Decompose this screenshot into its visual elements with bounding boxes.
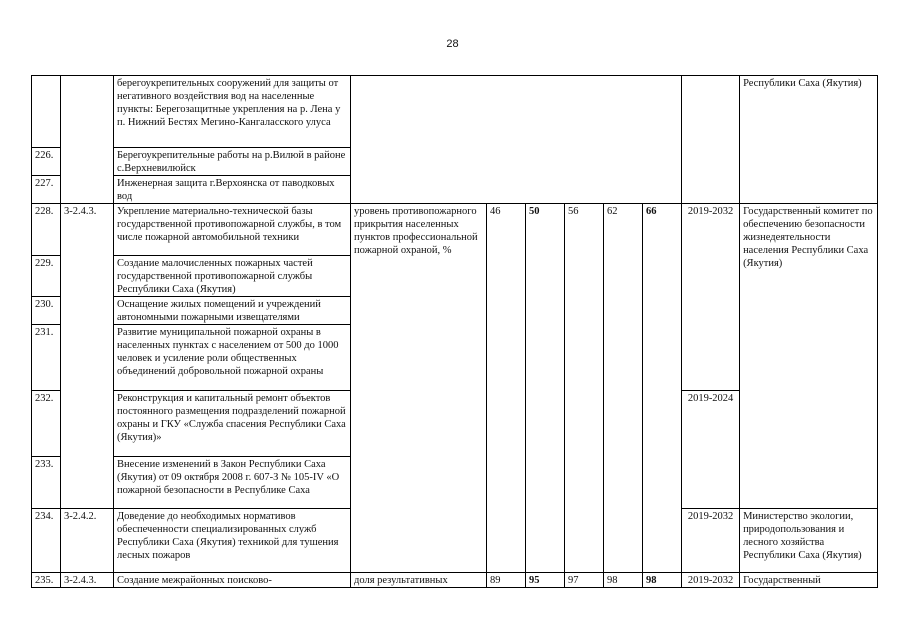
measure-description: Берегоукрепительные работы на р.Вилюй в районе с.Верхневилюйск [114, 148, 351, 176]
indicator-name: уровень противопожарного прикрытия населенных пунктов профессиональной пожарной охраной, % [351, 204, 487, 573]
indicator-value: 66 [643, 204, 682, 573]
measure-code: 3-2.4.2. [61, 509, 114, 573]
responsible-agency: Министерство экологии, природопользования и лесного хозяйства Республики Саха (Якутия) [740, 509, 878, 573]
measure-code [61, 76, 114, 204]
period: 2019-2032 [682, 204, 740, 391]
indicator-name: доля результативных [351, 573, 487, 588]
measure-code: 3-2.4.3. [61, 573, 114, 588]
measure-description: берегоукрепительных сооружений для защиты от негативного воздействия вод на населенные пункты: Берегозащитные укрепления на р. Лена у п. Нижний Бестях Мегино-Кангаласского улуса [114, 76, 351, 148]
responsible-agency: Государственный комитет по обеспечению безопасности жизнедеятельности населения Республики Саха (Якутия) [740, 204, 878, 509]
row-number: 228. [32, 204, 61, 256]
row-number: 227. [32, 176, 61, 204]
indicator-value: 98 [604, 573, 643, 588]
row-number: 229. [32, 256, 61, 297]
measure-description: Доведение до необходимых нормативов обеспеченности специализированных служб Республики Саха (Якутия) техникой для тушения лесных пожаров [114, 509, 351, 573]
period-cell [682, 76, 740, 204]
indicator-value: 62 [604, 204, 643, 573]
row-number: 230. [32, 297, 61, 325]
measure-description: Укрепление материально-технической базы государственной противопожарной службы, в том числе пожарной автомобильной техники [114, 204, 351, 256]
row-number [32, 76, 61, 148]
measure-description: Создание малочисленных пожарных частей государственной противопожарной службы Республики Саха (Якутия) [114, 256, 351, 297]
row-number: 234. [32, 509, 61, 573]
row-number: 231. [32, 325, 61, 391]
row-number: 235. [32, 573, 61, 588]
indicator-value: 95 [526, 573, 565, 588]
responsible-agency: Государственный [740, 573, 878, 588]
table-row [32, 204, 878, 256]
measure-description: Оснащение жилых помещений и учреждений автономными пожарными извещателями [114, 297, 351, 325]
indicator-value: 98 [643, 573, 682, 588]
page-number: 28 [446, 38, 459, 50]
measure-description: Создание межрайонных поисково- [114, 573, 351, 588]
indicator-value: 50 [526, 204, 565, 573]
indicator-value: 46 [487, 204, 526, 573]
indicator-value: 56 [565, 204, 604, 573]
measure-description: Реконструкция и капитальный ремонт объектов постоянного размещения подразделений пожарной охраны и ГКУ «Служба спасения Республики Саха (Якутия)» [114, 391, 351, 457]
measure-description: Инженерная защита г.Верхоянска от паводковых вод [114, 176, 351, 204]
measure-description: Развитие муниципальной пожарной охраны в населенных пунктах с населением от 500 до 1000 человек и усиление роли общественных объединений добровольной пожарной охраны [114, 325, 351, 391]
responsible-agency: Республики Саха (Якутия) [740, 76, 878, 204]
measure-description: Внесение изменений в Закон Республики Саха (Якутия) от 09 октября 2008 г. 607-З № 105-IV «О пожарной безопасности в Республике Саха [114, 457, 351, 509]
measure-code: 3-2.4.3. [61, 204, 114, 509]
row-number: 232. [32, 391, 61, 457]
row-number: 226. [32, 148, 61, 176]
indicator-cell [351, 76, 682, 204]
period: 2019-2024 [682, 391, 740, 509]
period: 2019-2032 [682, 509, 740, 573]
table-row [32, 573, 878, 588]
row-number: 233. [32, 457, 61, 509]
table-row [32, 76, 878, 148]
program-measures-table [31, 75, 878, 588]
period: 2019-2032 [682, 573, 740, 588]
indicator-value: 89 [487, 573, 526, 588]
indicator-value: 97 [565, 573, 604, 588]
